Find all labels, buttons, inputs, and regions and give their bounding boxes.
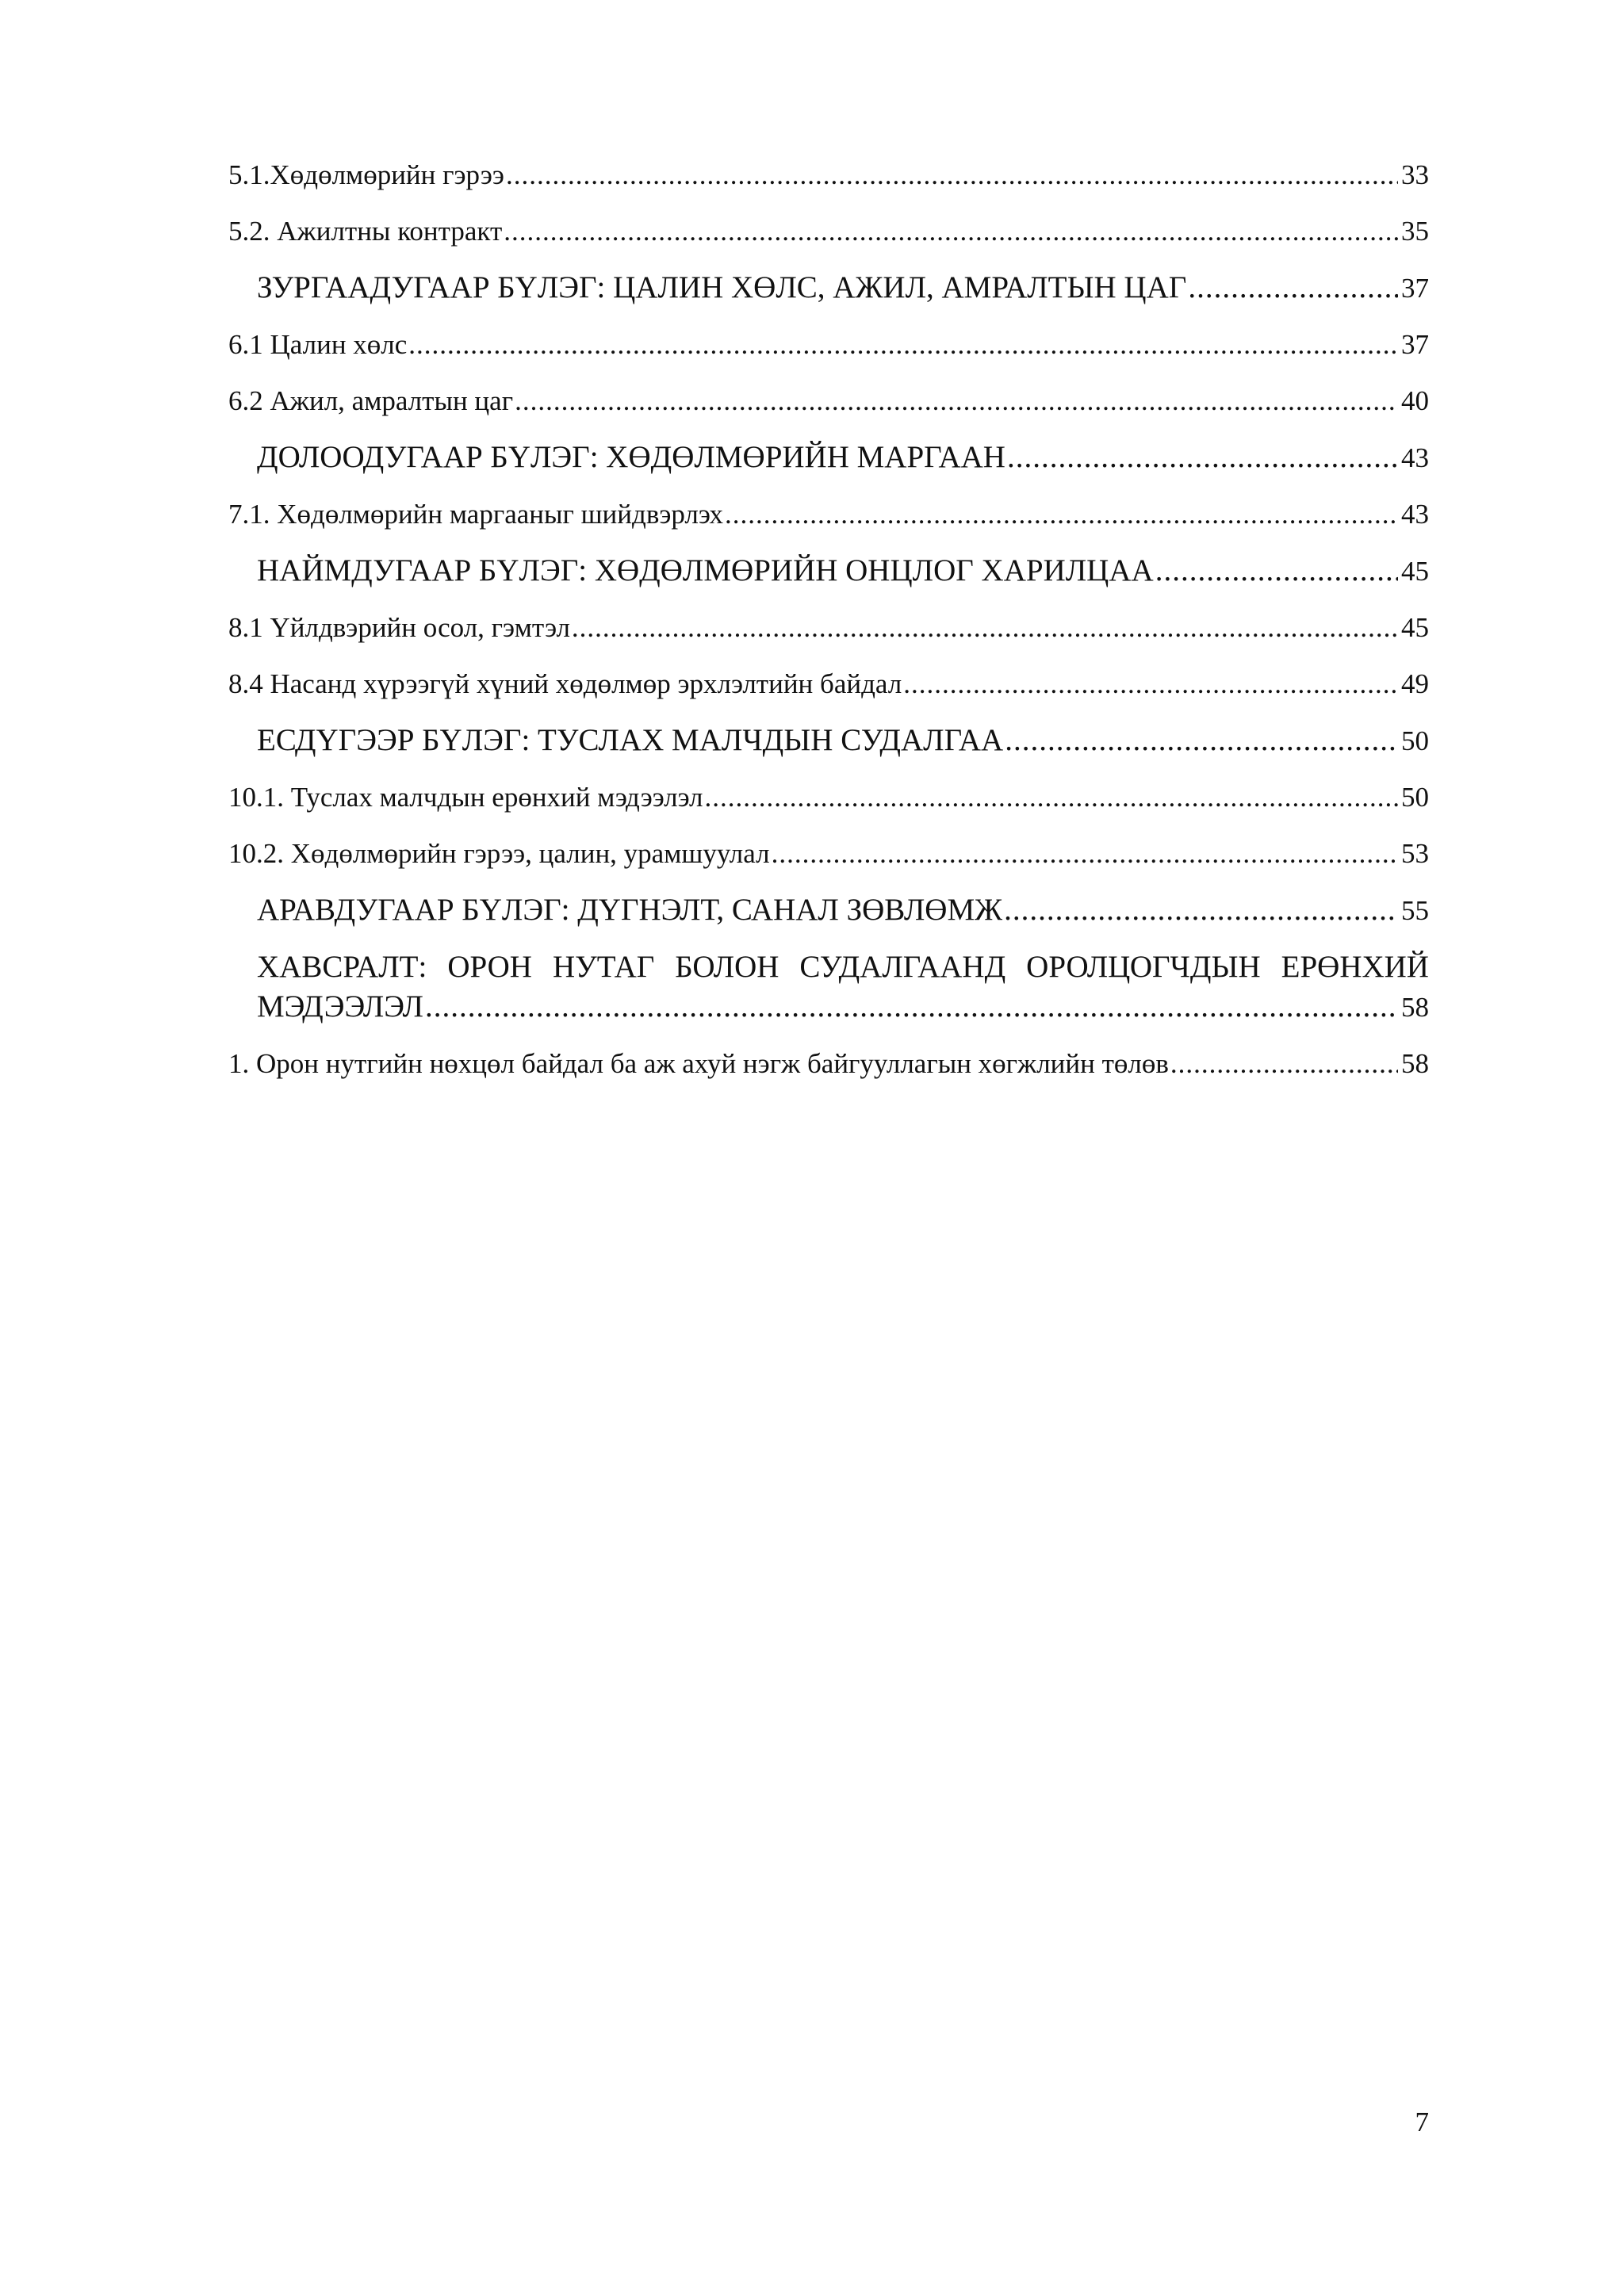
toc-entry-page: 45 (1401, 556, 1429, 587)
toc-chapter-9[interactable] (228, 721, 1429, 761)
toc-entry-title: 10.1. Туслах малчдын ерөнхий мэдээлэл (228, 782, 703, 813)
toc-entry-appendix-1[interactable] (228, 1044, 1429, 1084)
table-of-contents (228, 155, 1429, 1100)
dot-leader (725, 495, 1398, 534)
toc-entry-page: 45 (1401, 612, 1429, 643)
dot-leader (1004, 890, 1398, 930)
toc-entry-page: 35 (1401, 216, 1429, 247)
toc-appendix-word: ХАВСРАЛТ: (257, 950, 427, 984)
toc-entry-title: 1. Орон нутгийн нөхцөл байдал ба аж ахуй нэгж байгууллагын хөгжлийн төлөв (228, 1048, 1169, 1079)
toc-entry-10-1[interactable] (228, 778, 1429, 817)
dot-leader (1007, 438, 1398, 477)
toc-entry-5-2[interactable] (228, 212, 1429, 251)
toc-entry-page: 50 (1401, 782, 1429, 813)
dot-leader (903, 664, 1398, 704)
toc-chapter-title: ДОЛООДУГААР БҮЛЭГ: ХӨДӨЛМӨРИЙН МАРГААН (257, 440, 1005, 474)
toc-chapter-7[interactable] (228, 438, 1429, 478)
toc-entry-title: 7.1. Хөдөлмөрийн маргааныг шийдвэрлэх (228, 499, 724, 530)
toc-appendix-word: ОРОН (447, 950, 532, 984)
toc-entry-page: 37 (1401, 329, 1429, 360)
toc-entry-page: 53 (1401, 838, 1429, 869)
dot-leader (408, 325, 1398, 365)
dot-leader (1188, 268, 1398, 308)
toc-entry-8-1[interactable] (228, 608, 1429, 648)
toc-entry-title: 5.1.Хөдөлмөрийн гэрээ (228, 159, 504, 190)
dot-leader (704, 778, 1398, 817)
toc-entry-title: 6.2 Ажил, амралтын цаг (228, 385, 514, 416)
toc-chapter-title: АРАВДУГААР БҮЛЭГ: ДҮГНЭЛТ, САНАЛ ЗӨВЛӨМЖ (257, 893, 1003, 927)
toc-chapter-title: НАЙМДУГААР БҮЛЭГ: ХӨДӨЛМӨРИЙН ОНЦЛОГ ХАРИЛЦАА (257, 553, 1154, 587)
toc-entry-page: 55 (1401, 895, 1429, 926)
dot-leader (1005, 721, 1398, 760)
toc-entry-title: 10.2. Хөдөлмөрийн гэрээ, цалин, урамшуулал (228, 838, 770, 869)
toc-entry-8-4[interactable] (228, 664, 1429, 704)
toc-appendix[interactable] (228, 947, 1429, 1027)
dot-leader (506, 155, 1398, 195)
toc-entry-page: 58 (1401, 992, 1429, 1023)
toc-appendix-word: БОЛОН (675, 950, 779, 984)
dot-leader (504, 212, 1398, 251)
toc-entry-6-2[interactable] (228, 381, 1429, 421)
toc-appendix-title-end: МЭДЭЭЛЭЛ (257, 989, 423, 1024)
toc-appendix-word: НУТАГ (552, 950, 655, 984)
dot-leader (425, 987, 1398, 1027)
toc-chapter-8[interactable] (228, 551, 1429, 591)
toc-entry-title: 6.1 Цалин хөлс (228, 329, 408, 360)
toc-entry-page: 49 (1401, 668, 1429, 699)
dot-leader (1170, 1044, 1398, 1084)
dot-leader (1155, 551, 1398, 591)
toc-entry-title: 8.1 Үйлдвэрийн осол, гэмтэл (228, 612, 570, 643)
toc-chapter-title: ЗУРГААДУГААР БҮЛЭГ: ЦАЛИН ХӨЛС, АЖИЛ, АМРАЛТЫН ЦАГ (257, 270, 1187, 304)
toc-entry-title: 8.4 Насанд хүрээгүй хүний хөдөлмөр эрхлэлтийн байдал (228, 668, 902, 699)
dot-leader (515, 381, 1398, 421)
toc-entry-10-2[interactable] (228, 834, 1429, 874)
toc-entry-5-1[interactable] (228, 155, 1429, 195)
toc-appendix-word: ОРОЛЦОГЧДЫН (1026, 950, 1261, 984)
toc-entry-page: 58 (1401, 1048, 1429, 1079)
toc-entry-page: 43 (1401, 499, 1429, 530)
toc-entry-page: 37 (1401, 273, 1429, 304)
toc-entry-page: 40 (1401, 385, 1429, 416)
toc-appendix-word: СУДАЛГААНД (799, 950, 1006, 984)
toc-appendix-line-1 (257, 947, 1429, 987)
page-number: 7 (1415, 2107, 1429, 2137)
dot-leader (772, 834, 1398, 874)
toc-entry-6-1[interactable] (228, 325, 1429, 365)
toc-entry-7-1[interactable] (228, 495, 1429, 534)
dot-leader (572, 608, 1398, 648)
toc-entry-title: 5.2. Ажилтны контракт (228, 216, 503, 247)
toc-entry-page: 50 (1401, 725, 1429, 756)
toc-chapter-6[interactable] (228, 268, 1429, 308)
toc-appendix-line-2 (257, 987, 1429, 1027)
toc-chapter-title: ЕСДҮГЭЭР БҮЛЭГ: ТУСЛАХ МАЛЧДЫН СУДАЛГАА (257, 723, 1004, 757)
toc-appendix-word: ЕРӨНХИЙ (1281, 950, 1429, 984)
toc-entry-page: 43 (1401, 442, 1429, 473)
toc-chapter-10[interactable] (228, 890, 1429, 931)
toc-entry-page: 33 (1401, 159, 1429, 190)
